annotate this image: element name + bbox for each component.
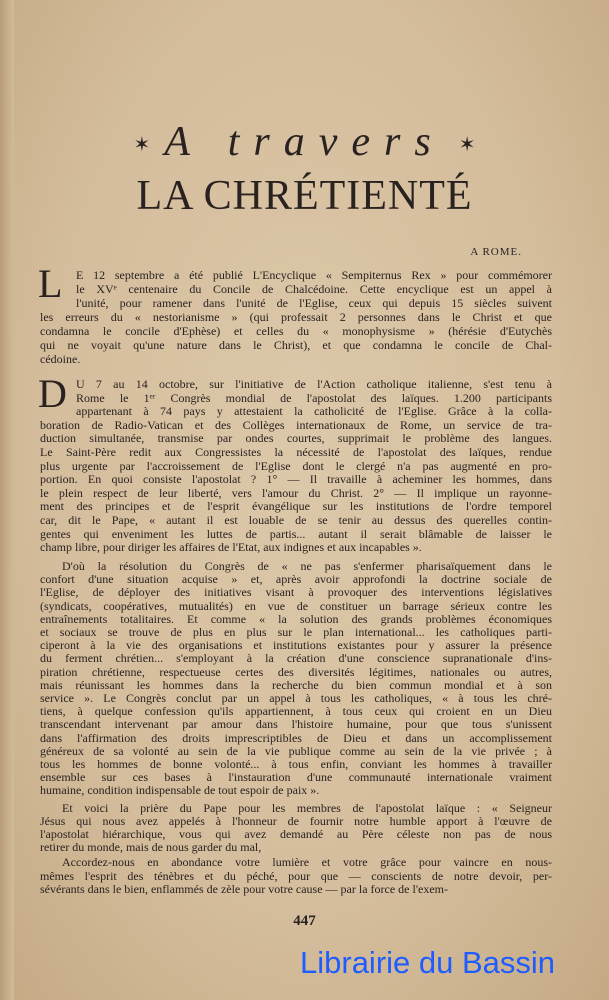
drop-cap: L bbox=[38, 261, 63, 306]
text-line: appartenant à 74 pays y attestaient la catholicité de l'Eglise. Grâce à la colla- bbox=[76, 404, 552, 419]
text-line: l'unité, pour ramener dans l'unité de l'Eglise, ceux qui depuis 15 siècles suivent bbox=[76, 296, 552, 310]
text-line: Rome le 1ᵉʳ Congrès mondial de l'apostolat des laïques. 1.200 participants bbox=[76, 390, 552, 405]
text-line: humaine, condition indispensable de tout espoir de paix ». bbox=[40, 783, 320, 798]
text-line: D'où la résolution du Congrès de « ne pas s'enfermer pharisaïquement dans le bbox=[62, 559, 552, 573]
text-line: Jésus qui nous avez appelés à l'honneur de fournir notre humble apport à l'œuvre de bbox=[40, 814, 552, 828]
text-line: tous les hommes de bonne volonté... à tous enfin, conviant les hommes à travailler bbox=[40, 757, 552, 772]
text-line: car, dit le Pape, « autant il est louable de se tenir au dessus des querelles contin- bbox=[40, 512, 552, 527]
text-line: du ferment chrétien... s'employant à la création d'une conscience supranationale d'ins- bbox=[40, 651, 552, 666]
text-line: U 7 au 14 octobre, sur l'initiative de l'Action catholique italienne, s'est tenu à bbox=[76, 377, 552, 391]
text-line: piration chrétienne, respectueuse certes des diversités légitimes, nationales ou autres, bbox=[40, 664, 552, 679]
text-line: et sociaux se trouve de plus en plus sur le plan international... les catholiques parti- bbox=[40, 625, 552, 640]
text-line: Le Saint-Père redit aux Congressistes la nécessité de l'apostolat des laïques, rendue bbox=[40, 444, 552, 459]
paragraph-prayer bbox=[40, 802, 552, 854]
paragraph-prayer-continued bbox=[40, 856, 552, 897]
text-line: Et voici la prière du Pape pour les membres de l'apostolat laïque : « Seigneur bbox=[62, 801, 552, 815]
star-ornament-icon: ✶ bbox=[458, 134, 476, 157]
text-line: qui ne voyait qu'une nature dans le Christ), et que condamna le concile de Chal- bbox=[40, 338, 552, 352]
text-line: boration de Radio-Vatican et des Collèges internationaux de Rome, un service de tra- bbox=[40, 417, 552, 432]
paragraph-encyclical bbox=[38, 261, 552, 366]
text-line: entraînements totalitaires. Et comme « la solution des grands problèmes économiques bbox=[40, 611, 552, 626]
text-line: ciperont à la vie des organisations et institutions existantes pour y assurer la présence bbox=[40, 638, 552, 653]
text-line: ensemble sur ces bases à l'instauration d'une communauté internationale vraiment bbox=[40, 770, 552, 785]
text-line: le plein respect de leur liberté, vers l'amour du Christ. 2° — Il implique un rayonne- bbox=[40, 485, 552, 500]
text-line: le XVᵉ centenaire du Concile de Chalcédoine. Cette encyclique est un appel à bbox=[76, 282, 552, 296]
text-line: condamna le concile d'Ephèse) et celles du « monophysisme » (hérésie d'Eutychès bbox=[40, 324, 552, 338]
text-line: (syndicats, coopératives, mutualités) en vue de constituer un barrage sérieux contre les bbox=[40, 598, 552, 613]
text-line: service ». Le Congrès conclut par un appel à tous les catholiques, « à tous les chré- bbox=[40, 691, 552, 706]
text-line: généreux de sa volonté au sein de la vie publique comme au sein de la vie privée ; à bbox=[40, 743, 552, 758]
text-line: mais réunissant les hommes dans la recherche du bien commun mondial et à son bbox=[40, 677, 552, 692]
article-kicker bbox=[0, 118, 609, 169]
text-line: plus urgente par l'accroissement de l'Eglise dont le clergé n'a pas augmenté en pro- bbox=[40, 458, 552, 473]
text-line: tiens, à quelque confession qu'ils appartiennent, à tous ceux qui croient en un Dieu bbox=[40, 704, 552, 719]
text-line: confort d'une situation acquise » et, après avoir approfondi la doctrine sociale de bbox=[40, 572, 552, 587]
text-line: Accordez-nous en abondance votre lumière et votre grâce pour vaincre en nous- bbox=[62, 855, 552, 869]
text-line: duction simultanée, transmise par ondes courtes, supprimait le problème des langues. bbox=[40, 431, 552, 446]
paragraph-resolution bbox=[40, 560, 552, 798]
text-line: cédoine. bbox=[40, 352, 81, 366]
star-ornament-icon: ✶ bbox=[133, 134, 151, 157]
kicker-text: A travers bbox=[164, 119, 445, 165]
text-line: transcendant intervenant par amour dans l'histoire humaine, pour que tous s'unissent bbox=[40, 717, 552, 732]
page-number: 447 bbox=[293, 913, 316, 929]
text-line: portion. En quoi consiste l'apostolat ? 1° — Il travaille à acheminer les hommes, dans bbox=[40, 472, 552, 487]
text-line: retirer du monde, mais de nous garder du mal, bbox=[40, 840, 262, 854]
watermark: Librairie du Bassin bbox=[300, 945, 556, 980]
text-line: E 12 septembre a été publié L'Encyclique « Sempiternus Rex » pour commémorer bbox=[76, 268, 552, 282]
dateline: A ROME. bbox=[470, 246, 522, 258]
text-line: champ libre, pour diriger les affaires de l'Etat, aux indignes et aux incapables ». bbox=[40, 540, 422, 555]
text-line: mêmes l'esprit des ténèbres et du péché, pour que — conscients de notre devoir, per- bbox=[40, 868, 552, 883]
drop-cap: D bbox=[38, 371, 67, 416]
text-line: sévérants dans le bien, enflammés de zèle pour votre cause — par la force de l'exem- bbox=[40, 882, 448, 897]
article-title: LA CHRÉTIENTÉ bbox=[136, 173, 473, 219]
text-line: ment des principes et de l'esprit évangélique sur les institutions de l'ordre temporel bbox=[40, 499, 552, 514]
text-line: les erreurs du « nestorianisme » (qui professait 2 personnes dans le Christ et que bbox=[40, 310, 552, 324]
text-line: l'Eglise, de déployer des initiatives visant à provoquer des interventions législatives bbox=[40, 585, 552, 600]
paragraph-congress bbox=[38, 371, 552, 555]
text-line: l'apostolat hiérarchique, vous qui avez demandé au Père céleste non pas de nous bbox=[40, 827, 552, 841]
text-line: dans l'affirmation des droits imprescriptibles de Dieu et dans un accomplissement bbox=[40, 730, 552, 745]
text-line: gentes qui enveniment les luttes de partis... autant il serait blâmable de laisser le bbox=[40, 526, 552, 541]
